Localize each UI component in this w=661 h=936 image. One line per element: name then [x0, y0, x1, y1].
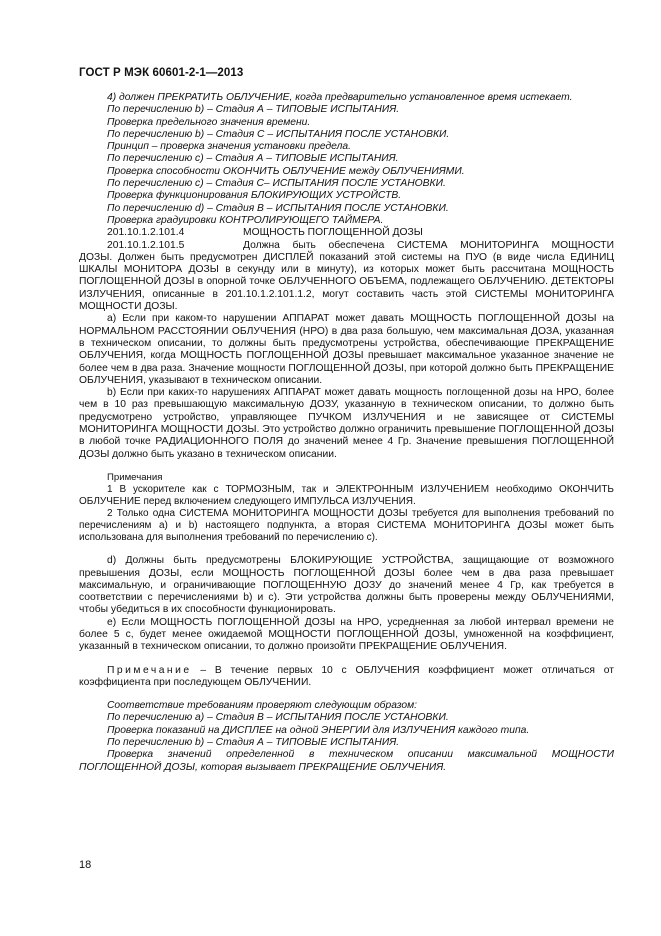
clause-101-4 — [79, 227, 614, 239]
clause-number: 201.10.1.2.101.4 — [107, 227, 185, 239]
note-label: Примечание — [107, 664, 192, 676]
clause-number: 201.10.1.2.101.5 — [107, 239, 185, 251]
clause-101-5-first-line — [79, 240, 614, 252]
compliance-line: По перечислению a) – Стадия В – ИСПЫТАНИЯ ПОСЛЕ УСТАНОВКИ. — [107, 712, 449, 724]
paragraph-b: b) Если при каких-то нарушениях АППАРАТ может давать мощность поглощенной дозы на НРО, более чем в 10 раз превышающую максимальную ДОЗУ, указанную в техническом описании, то должно быть предусмотрено устройство, управляющее ПУЧКОМ ИЗЛУЧЕНИЯ и не зависящее от СИСТЕМЫ МОНИТОРИНГА МОЩНОСТИ ДОЗЫ. Это устройство должно ограничить превышение ПОГЛОЩЕННОЙ ДОЗЫ в любой точке РАДИАЦИОННОГО ПОЛЯ до значений менее 4 Гр. Значение превышения ПОГЛОЩЕННОЙ ДОЗЫ должно быть указано в техническом описании. — [79, 387, 614, 460]
note-item: 2 Только одна СИСТЕМА МОНИТОРИНГА МОЩНОСТИ ДОЗЫ требуется для выполнения требований по перечислениям a) и b) настоящего подпункта, а вторая СИСТЕМА МОНИТОРИНГА ДОЗЫ может быть использована для выполнения требований по перечислению c). — [79, 508, 614, 544]
note-text: – В течение первых 10 с ОБЛУЧЕНИЯ коэффициент может отличаться от коэффициента при последующем ОБЛУЧЕНИИ. — [79, 664, 614, 688]
clause-title: МОЩНОСТЬ ПОГЛОЩЕННОЙ ДОЗЫ — [243, 227, 423, 239]
paragraph-d: d) Должны быть предусмотрены БЛОКИРУЮЩИЕ УСТРОЙСТВА, защищающие от возможного превышения ДОЗЫ, если МОЩНОСТЬ ПОГЛОЩЕННОЙ ДОЗЫ более чем в два раза превышает максимальную, и ограничивающие ПОГЛОЩЕННУЮ ДОЗУ до значений менее 4 Гр, как требуется в соответствии с перечислениями b) и c). Эти устройства должны быть проверены между ОБЛУЧЕНИЯМИ, чтобы убедиться в их способности функционировать. — [79, 555, 614, 616]
test-line: По перечислению c) – Стадия А – ТИПОВЫЕ ИСПЫТАНИЯ. — [107, 153, 399, 165]
compliance-line: Проверка показаний на ДИСПЛЕЕ на одной ЭНЕРГИИ для ИЗЛУЧЕНИЯ каждого типа. — [107, 724, 530, 736]
item-4: 4) должен ПРЕКРАТИТЬ ОБЛУЧЕНИЕ, когда предварительно установленное время истекает. — [107, 92, 573, 103]
compliance-line: Соответствие требованиям проверяют следующим образом: — [107, 700, 418, 712]
page-body — [79, 92, 614, 774]
paragraph-e: e) Если МОЩНОСТЬ ПОГЛОЩЕННОЙ ДОЗЫ на НРО, усредненная за любой интервал времени не более 5 с, будет менее ожидаемой МОЩНОСТИ ПОГЛОЩЕННОЙ ДОЗЫ, умноженной на коэффициент, указанный в техническом описании, то должно произойти ПРЕКРАЩЕНИЕ ОБЛУЧЕНИЯ. — [79, 616, 614, 653]
paragraph-a: a) Если при каком-то нарушении АППАРАТ может давать МОЩНОСТЬ ПОГЛОЩЕННОЙ ДОЗЫ на НОРМАЛЬНОМ РАССТОЯНИИ ОБЛУЧЕНИЯ (НРО) в два раза большую, чем максимальная ДОЗА, указанная в техническом описании, то должны быть предусмотрены устройства, обеспечивающие ПРЕКРАЩЕНИЕ ОБЛУЧЕНИЯ, когда МОЩНОСТЬ ПОГЛОЩЕННОЙ ДОЗЫ превышает максимальное указанное значение не более чем в два раза. Значение мощности ПОГЛОЩЕННОЙ ДОЗЫ, при которой должно быть ПРЕКРАЩЕНИЕ ОБЛУЧЕНИЯ, указывают в техническом описании. — [79, 313, 614, 386]
test-line: Проверка градуировки КОНТРОЛИРУЮЩЕГО ТАЙМЕРА. — [107, 214, 384, 226]
compliance-line: Проверка значений определенной в техническом описании максимальной МОЩНОСТИ ПОГЛОЩЕННОЙ ДОЗЫ, которая вызывает ПРЕКРАЩЕНИЕ ОБЛУЧЕНИЯ. — [79, 749, 614, 773]
test-line: По перечислению c) – Стадия С– ИСПЫТАНИЯ ПОСЛЕ УСТАНОВКИ. — [107, 178, 446, 190]
test-line: Проверка предельного значения времени. — [107, 116, 311, 128]
clause-101-5-text: ДОЗЫ. Должен быть предусмотрен ДИСПЛЕЙ показаний этой системы на ПУО (в виде числа ЕДИНИЦ ШКАЛЫ МОНИТОРА ДОЗЫ в секунду или в минуту), из которых может быть рассчитана МОЩНОСТЬ ПОГЛОЩЕННОЙ ДОЗЫ в опорной точке ОБЛУЧЕННОГО ОБЪЕМА, подлежащего ОБЛУЧЕНИЮ. ДЕТЕКТОРЫ ИЗЛУЧЕНИЯ, описанные в 201.10.1.2.101.1.2, могут составить часть этой СИСТЕМЫ МОНИТОРИНГА МОЩНОСТИ ДОЗЫ. — [79, 251, 614, 313]
clause-first-line: Должна быть обеспечена СИСТЕМА МОНИТОРИНГА МОЩНОСТИ — [243, 239, 614, 251]
notes-title: Примечания — [107, 471, 163, 483]
note-item: 1 В ускорителе как с ТОРМОЗНЫМ, так и ЭЛЕКТРОННЫМ ИЗЛУЧЕНИЕМ необходимо ОКОНЧИТЬ ОБЛУЧЕНИЕ перед включением следующего ИМПУЛЬСА ИЗЛУЧЕНИЯ. — [79, 484, 614, 508]
test-line: По перечислению b) – Стадия А – ТИПОВЫЕ ИСПЫТАНИЯ. — [107, 104, 400, 116]
test-line: Проверка способности ОКОНЧИТЬ ОБЛУЧЕНИЕ между ОБЛУЧЕНИЯМИ. — [107, 165, 465, 177]
test-line: Проверка функционирования БЛОКИРУЮЩИХ УСТРОЙСТВ. — [107, 190, 402, 202]
test-line: По перечислению d) – Стадия В – ИСПЫТАНИЯ ПОСЛЕ УСТАНОВКИ. — [107, 202, 449, 214]
test-line: Принцип – проверка значения установки предела. — [107, 141, 351, 153]
compliance-line: По перечислению b) – Стадия А – ТИПОВЫЕ ИСПЫТАНИЯ. — [107, 737, 400, 749]
standard-header: ГОСТ Р МЭК 60601-2-1—2013 — [79, 67, 244, 79]
test-line: По перечислению b) – Стадия С – ИСПЫТАНИЯ ПОСЛЕ УСТАНОВКИ. — [107, 128, 450, 140]
page-number: 18 — [79, 859, 92, 871]
note-single — [79, 665, 614, 690]
